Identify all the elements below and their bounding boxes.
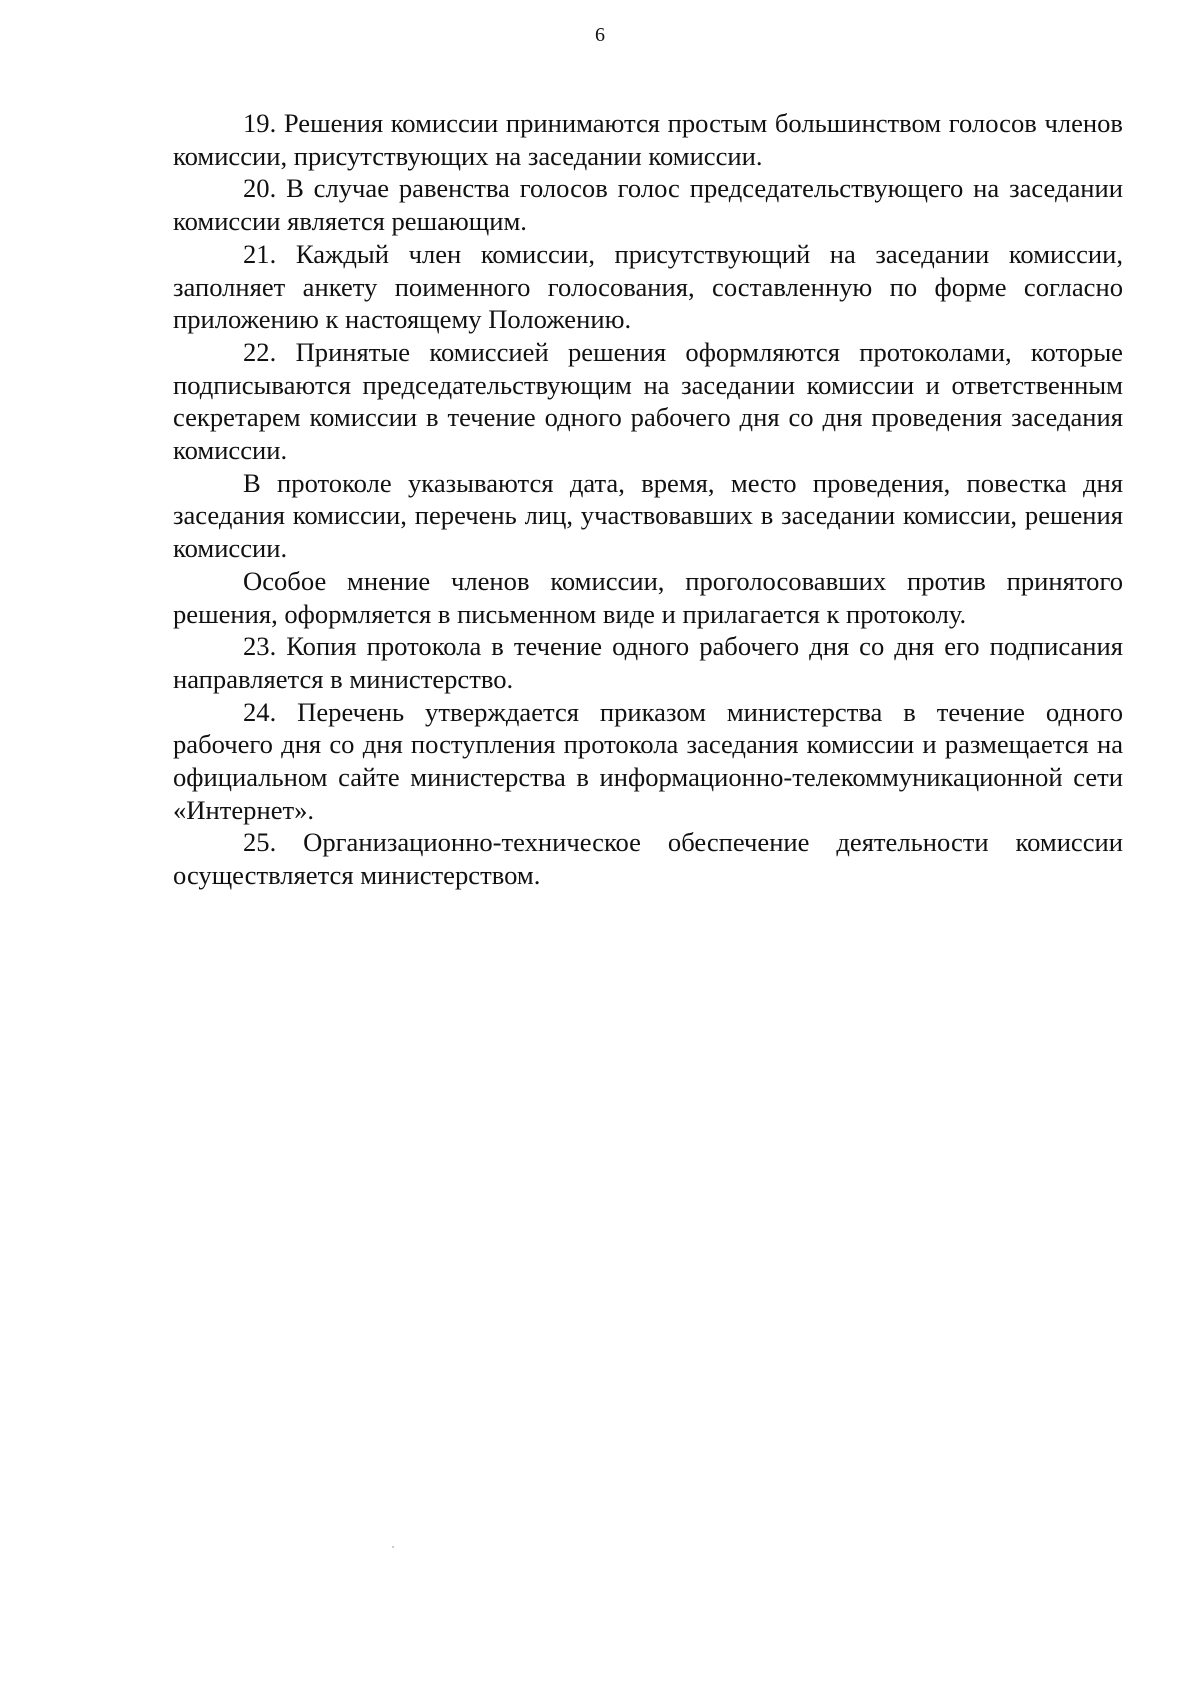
clause-25: 25. Организационно-техническое обеспечение деятельности комиссии осуществляется министерством. (173, 827, 1123, 891)
clause-22-dissenting-opinion: Особое мнение членов комиссии, проголосовавших против принятого решения, оформляется в письменном виде и прилагается к протоколу. (173, 565, 1123, 629)
clause-22: 22. Принятые комиссией решения оформляются протоколами, которые подписываются председательствующим на заседании комиссии и ответственным секретарем комиссии в течение одного рабочего дня со дня проведения заседания комиссии. (173, 336, 1123, 466)
scan-speck (392, 1546, 394, 1548)
clause-20: 20. В случае равенства голосов голос председательствующего на заседании комиссии является решающим. (173, 173, 1123, 237)
document-body (173, 107, 1123, 892)
clause-22-protocol-contents: В протоколе указываются дата, время, место проведения, повестка дня заседания комиссии, перечень лиц, участвовавших в заседании комиссии, решения комиссии. (173, 467, 1123, 564)
page-number: 6 (595, 24, 605, 46)
clause-24: 24. Перечень утверждается приказом министерства в течение одного рабочего дня со дня поступления протокола заседания комиссии и размещается на официальном сайте министерства в информационно-телекоммуникационной сети «Интернет». (173, 696, 1123, 825)
clause-19: 19. Решения комиссии принимаются простым большинством голосов членов комиссии, присутствующих на заседании комиссии. (173, 108, 1123, 171)
clause-23: 23. Копия протокола в течение одного рабочего дня со дня его подписания направляется в министерство. (173, 631, 1123, 694)
clause-21: 21. Каждый член комиссии, присутствующий на заседании комиссии, заполняет анкету поименного голосования, составленную по форме согласно приложению к настоящему Положению. (173, 238, 1123, 335)
